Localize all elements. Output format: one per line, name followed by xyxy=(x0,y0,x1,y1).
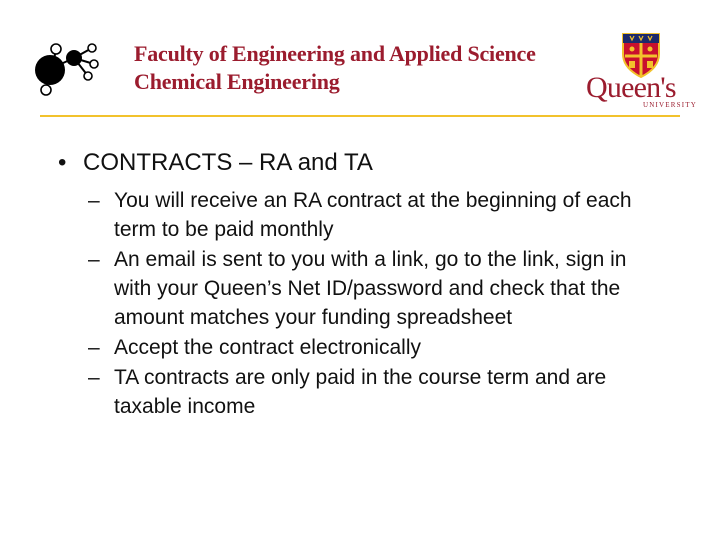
sub-point-text: Accept the contract electronically xyxy=(114,336,421,359)
sub-point xyxy=(58,363,659,421)
header-divider xyxy=(40,115,680,117)
slide-content xyxy=(58,148,678,422)
queens-wordmark: Queen's xyxy=(586,71,676,104)
header-title xyxy=(134,40,536,96)
dash-marker: – xyxy=(88,336,100,359)
dash-marker: – xyxy=(88,366,100,389)
heading-text: CONTRACTS – RA and TA xyxy=(83,149,373,176)
bullet-heading xyxy=(58,148,678,178)
sub-point xyxy=(58,333,659,362)
molecule-logo-icon xyxy=(28,38,108,98)
dash-marker: – xyxy=(88,189,100,212)
faculty-title: Faculty of Engineering and Applied Science xyxy=(134,41,536,66)
sub-point xyxy=(58,186,659,244)
department-title: Chemical Engineering xyxy=(134,69,340,94)
sub-point xyxy=(58,245,659,332)
queens-university-label: UNIVERSITY xyxy=(643,101,697,109)
bullet-marker: • xyxy=(58,149,67,176)
sub-point-text: You will receive an RA contract at the beginning of each term to be paid monthly xyxy=(114,189,632,241)
sub-point-text: TA contracts are only paid in the course term and are taxable income xyxy=(114,366,607,418)
sub-point-text: An email is sent to you with a link, go to the link, sign in with your Queen’s Net ID/password and check that the amount matches your funding spreadsheet xyxy=(114,248,627,329)
dash-marker: – xyxy=(88,248,100,271)
